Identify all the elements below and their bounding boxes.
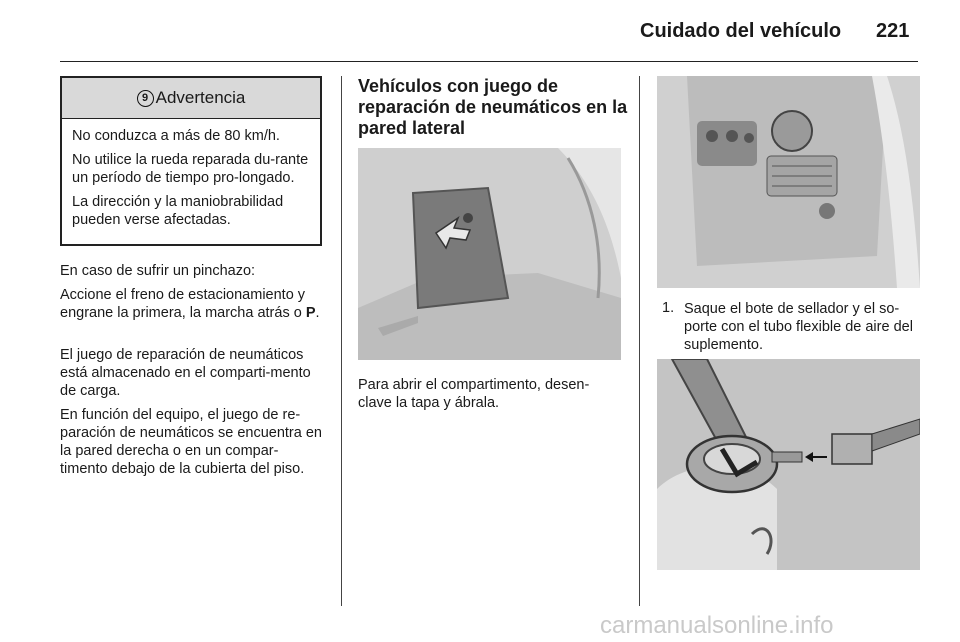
warning-icon: 9 — [137, 90, 154, 107]
paragraph-text: Accione el freno de estacionamiento y engrane la primera, la marcha atrás o — [60, 287, 306, 321]
warning-line: La dirección y la maniobrabilidad pueden verse afectadas. — [72, 194, 284, 228]
header-rule — [60, 61, 918, 62]
paragraph-kit-equipment: En función del equipo, el juego de re-paración de neumáticos se encuentra en la pared derecha o en un compar-timento debajo de la cubierta del piso. — [60, 407, 322, 477]
page-header-title: Cuidado del vehículo — [640, 20, 842, 42]
warning-body — [62, 119, 320, 229]
trunk-compartment-illustration — [358, 148, 621, 360]
list-item-number: 1. — [662, 300, 675, 316]
warning-box — [60, 76, 322, 246]
paragraph-puncture: En caso de sufrir un pinchazo: — [60, 263, 256, 279]
list-item-text: Saque el bote de sellador y el so-porte con el tubo flexible de aire del suplemento. — [684, 301, 913, 353]
paragraph-kit-location: El juego de reparación de neumáticos está almacenado en el comparti-mento de carga. — [60, 347, 311, 399]
warning-line: No conduzca a más de 80 km/h. — [72, 128, 280, 144]
paragraph-text: . — [315, 305, 320, 321]
section-heading: Vehículos con juego de reparación de neumáticos en la pared lateral — [358, 76, 628, 138]
warning-header — [62, 78, 320, 119]
page-number: 221 — [876, 20, 910, 42]
gear-p-label: P — [305, 305, 316, 321]
warning-line: No utilice la rueda reparada du-rante un período de tiempo pro-longado. — [72, 152, 309, 186]
column-divider-right — [639, 76, 640, 606]
warning-title: Advertencia — [155, 88, 246, 107]
column-divider-left — [341, 76, 342, 606]
watermark: carmanualsonline.info — [600, 612, 834, 639]
paragraph-parking-brake — [60, 286, 325, 322]
sealant-bottle-illustration — [657, 359, 920, 570]
repair-kit-compartment-illustration — [657, 76, 920, 288]
caption-open-compartment: Para abrir el compartimento, desen-clave la tapa y ábrala. — [358, 377, 590, 411]
